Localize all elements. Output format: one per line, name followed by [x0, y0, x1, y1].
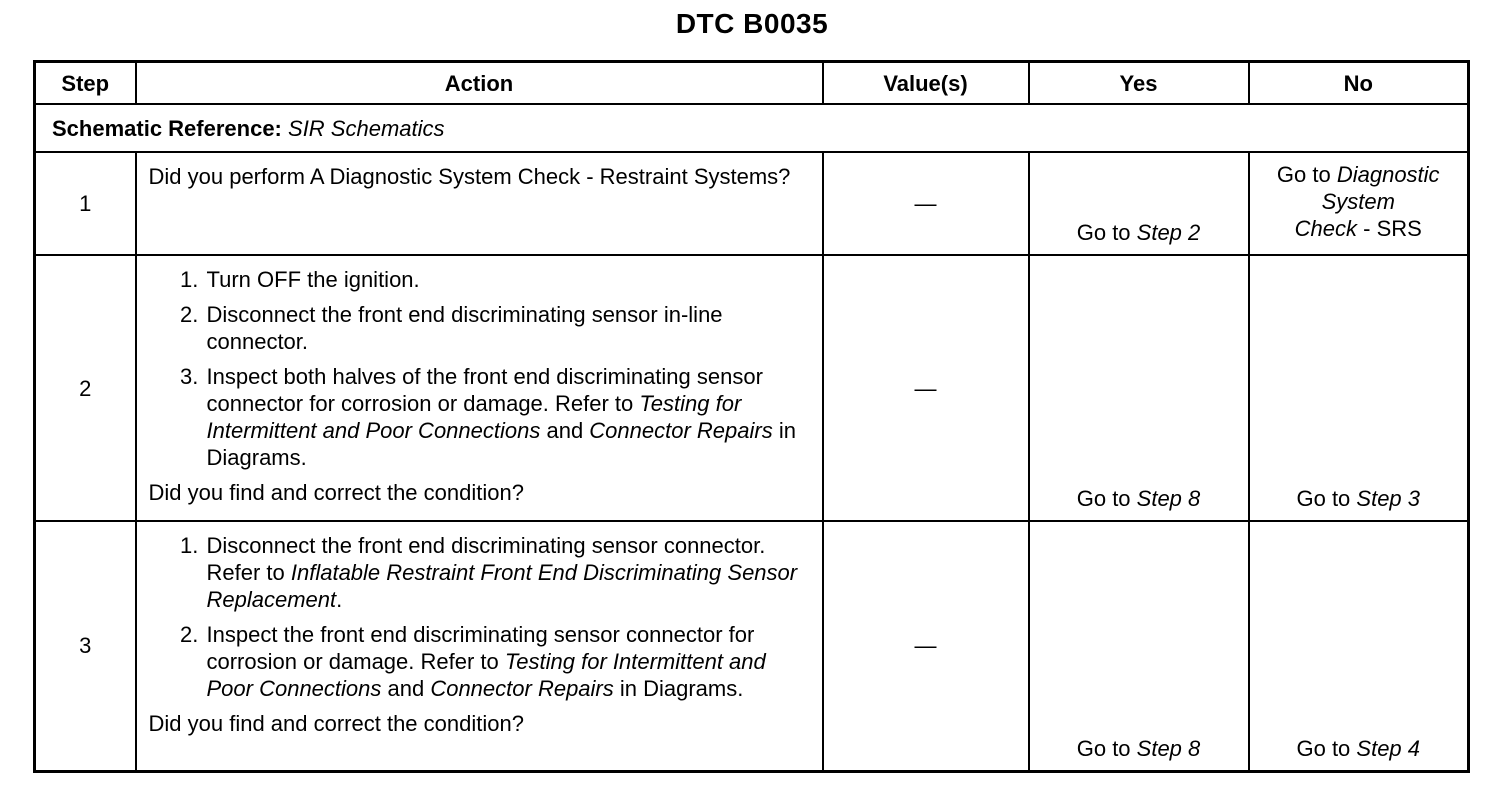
- value-cell: —: [823, 521, 1029, 771]
- item-text: Inspect the front end discriminating sensor connector for corrosion or damage. Refer to: [206, 622, 755, 674]
- action-steps-list: [149, 266, 810, 471]
- no-cell: [1249, 521, 1469, 771]
- page-title: DTC B0035: [675, 8, 829, 39]
- yes-step-link: Step 8: [1136, 735, 1201, 761]
- diagnostic-table: [33, 60, 1470, 773]
- item-reference: Testing for Intermittent and Poor Connections: [206, 391, 742, 443]
- action-cell: [136, 521, 823, 771]
- no-cell: [1249, 255, 1469, 521]
- no-step-link: Step 4: [1356, 735, 1421, 761]
- action-steps-list: [149, 532, 810, 702]
- step-number: 1: [35, 152, 136, 255]
- table-row: [35, 521, 1469, 771]
- action-cell: [136, 255, 823, 521]
- value-cell: —: [823, 255, 1029, 521]
- no-target-part: Check: [1294, 216, 1358, 241]
- schematic-reference-label: Schematic Reference:: [52, 115, 282, 141]
- yes-prefix: Go to: [1076, 735, 1137, 761]
- no-suffix: - SRS: [1357, 216, 1422, 241]
- header-step: Step: [35, 62, 136, 105]
- no-prefix: Go to: [1276, 162, 1337, 187]
- step-number: 3: [35, 521, 136, 771]
- step-number: 2: [35, 255, 136, 521]
- action-question-part: Restraint Systems?: [599, 164, 791, 189]
- list-item: [205, 532, 810, 613]
- item-reference: Connector Repairs: [430, 676, 614, 701]
- item-text: in Diagrams.: [206, 418, 796, 470]
- list-item: [205, 621, 810, 702]
- action-question-part: Did you perform A Diagnostic System Check -: [148, 164, 600, 189]
- table-row: [35, 255, 1469, 521]
- schematic-reference-link: SIR Schematics: [288, 115, 445, 141]
- yes-step-link: Step 8: [1136, 486, 1201, 511]
- no-target-part: System: [1321, 189, 1395, 214]
- item-text: .: [336, 587, 343, 612]
- header-no: No: [1249, 62, 1469, 105]
- yes-step-link: Step 2: [1136, 220, 1201, 245]
- item-text: and: [540, 418, 590, 443]
- no-step-link: Step 3: [1356, 486, 1421, 511]
- yes-cell: [1029, 255, 1249, 521]
- item-text: in Diagrams.: [613, 676, 744, 701]
- yes-prefix: Go to: [1076, 486, 1137, 511]
- item-text: and: [381, 676, 431, 701]
- header-action: Action: [136, 62, 823, 105]
- table-row: [35, 152, 1469, 255]
- item-reference: Testing for Intermittent and Poor Connections: [206, 649, 766, 701]
- schematic-reference: [35, 104, 1469, 152]
- no-cell: [1249, 152, 1469, 255]
- no-prefix: Go to: [1296, 735, 1357, 761]
- item-reference: Inflatable Restraint Front End Discriminating Sensor Replacement: [206, 560, 798, 612]
- no-prefix: Go to: [1296, 486, 1357, 511]
- header-yes: Yes: [1029, 62, 1249, 105]
- action-question: Did you find and correct the condition?: [148, 711, 524, 736]
- list-item: 2. Disconnect the front end discriminating sensor in-line connector.: [205, 301, 810, 355]
- list-item: 1. Turn OFF the ignition.: [205, 266, 810, 293]
- action-question: Did you find and correct the condition?: [148, 480, 524, 505]
- item-text: Inspect both halves of the front end discriminating sensor connector for corrosion or damage. Refer to: [206, 364, 763, 416]
- yes-cell: [1029, 521, 1249, 771]
- header-row: [35, 62, 1469, 105]
- item-text: Disconnect the front end discriminating sensor connector. Refer to: [206, 533, 766, 585]
- yes-cell: [1029, 152, 1249, 255]
- item-reference: Connector Repairs: [589, 418, 773, 443]
- schematic-reference-row: [35, 104, 1469, 152]
- list-item: [205, 363, 810, 471]
- value-cell: —: [823, 152, 1029, 255]
- no-target-part: Diagnostic: [1336, 162, 1440, 187]
- header-values: Value(s): [823, 62, 1029, 105]
- action-cell: [136, 152, 823, 255]
- yes-prefix: Go to: [1076, 220, 1137, 245]
